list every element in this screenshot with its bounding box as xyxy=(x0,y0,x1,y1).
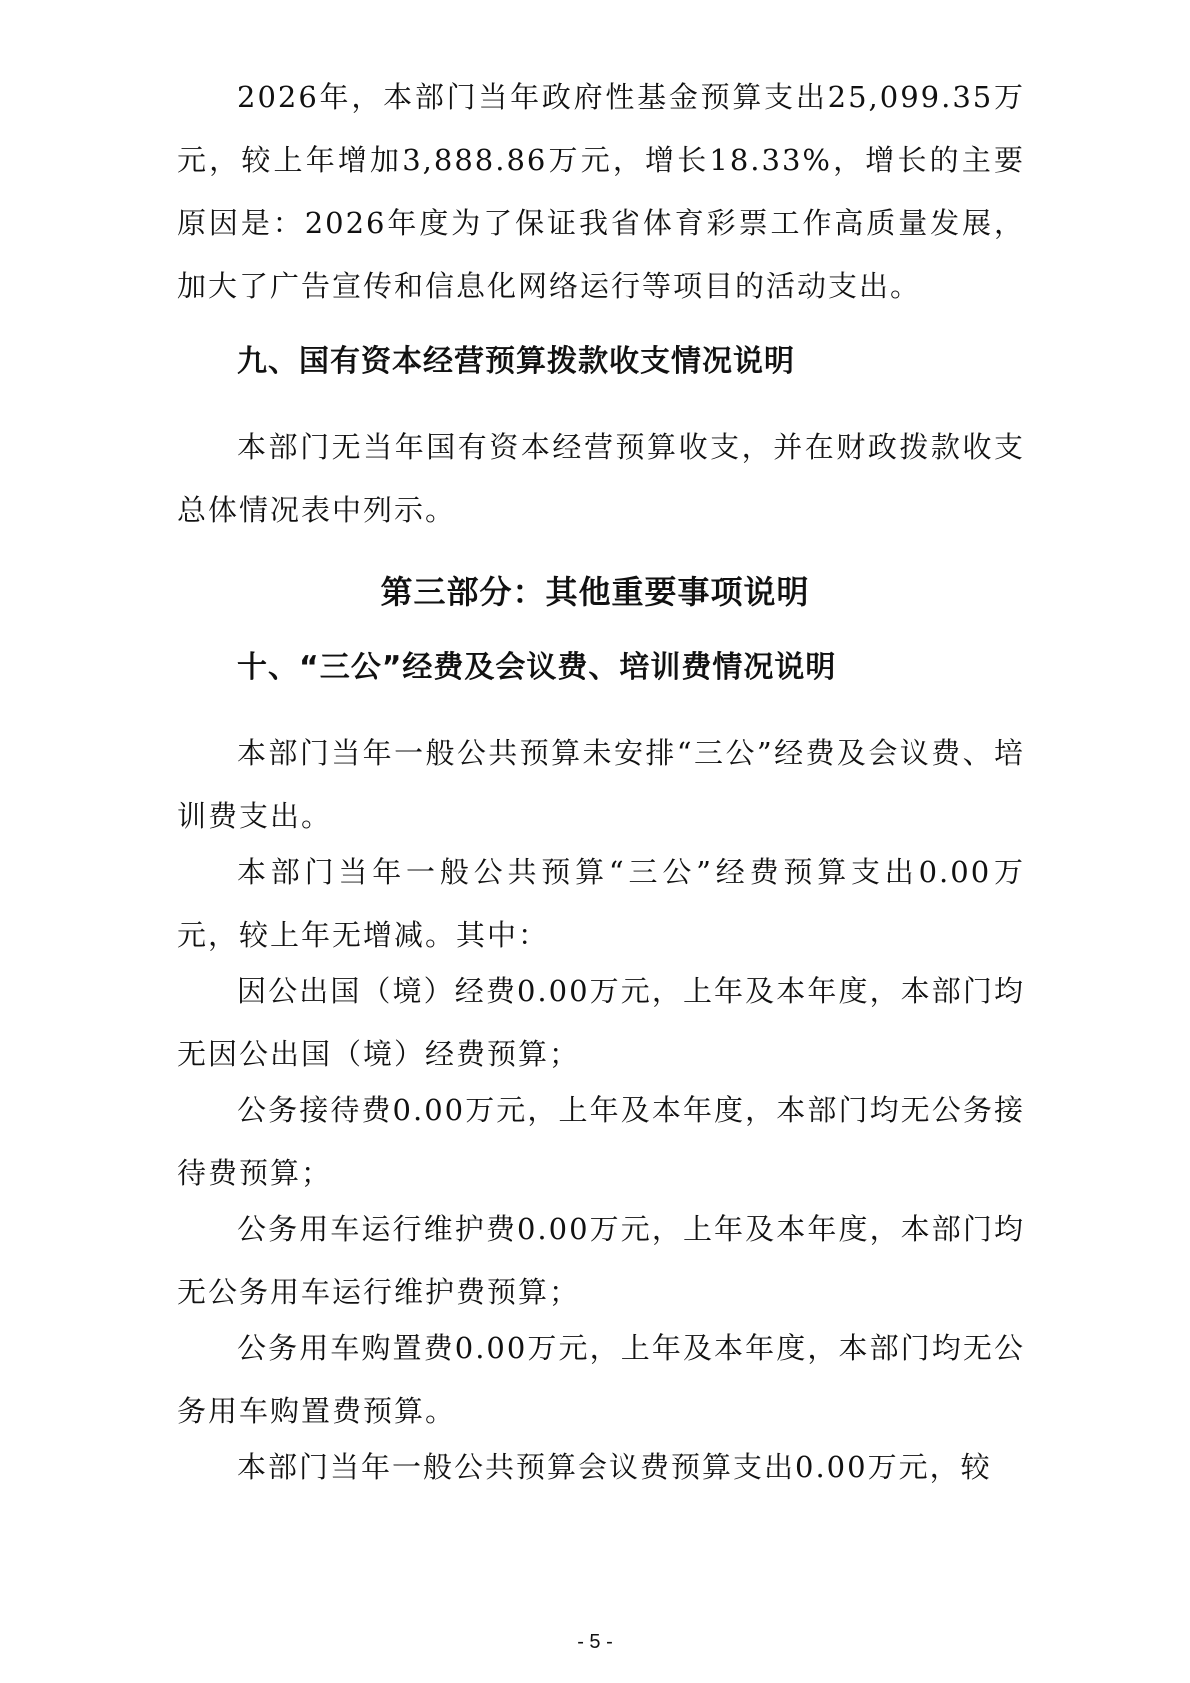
paragraph-three-public-expenses-total: 本部门当年一般公共预算“三公”经费预算支出0.00万元，较上年无增减。其中： xyxy=(177,855,1025,952)
paragraph-no-three-public-expenses: 本部门当年一般公共预算未安排“三公”经费及会议费、培训费支出。 xyxy=(177,736,1025,833)
section-heading-state-capital-budget: 九、国有资本经营预算拨款收支情况说明 xyxy=(237,344,795,379)
section-heading-three-public-expenses: 十、“三公”经费及会议费、培训费情况说明 xyxy=(237,650,837,685)
paragraph-meeting-expenses: 本部门当年一般公共预算会议费预算支出0.00万元，较 xyxy=(237,1450,992,1484)
paragraph-government-fund-expenditure: 2026年，本部门当年政府性基金预算支出25,099.35万元，较上年增加3,888.86万元，增长18.33%，增长的主要原因是：2026年度为了保证我省体育彩票工作高质量发展，加大了广告宣传和信息化网络运行等项目的活动支出。 xyxy=(177,80,1025,303)
paragraph-vehicle-maintenance-expenses: 公务用车运行维护费0.00万元，上年及本年度，本部门均无公务用车运行维护费预算； xyxy=(177,1212,1025,1309)
paragraph-state-capital-budget: 本部门无当年国有资本经营预算收支，并在财政拨款收支总体情况表中列示。 xyxy=(177,430,1025,527)
paragraph-overseas-travel-expenses: 因公出国（境）经费0.00万元，上年及本年度，本部门均无因公出国（境）经费预算； xyxy=(177,974,1025,1071)
part-title-other-matters: 第三部分：其他重要事项说明 xyxy=(380,573,810,611)
paragraph-vehicle-purchase-expenses: 公务用车购置费0.00万元，上年及本年度，本部门均无公务用车购置费预算。 xyxy=(177,1331,1025,1428)
page-number: - 5 - xyxy=(577,1631,613,1653)
paragraph-official-reception-expenses: 公务接待费0.00万元，上年及本年度，本部门均无公务接待费预算； xyxy=(177,1093,1025,1190)
